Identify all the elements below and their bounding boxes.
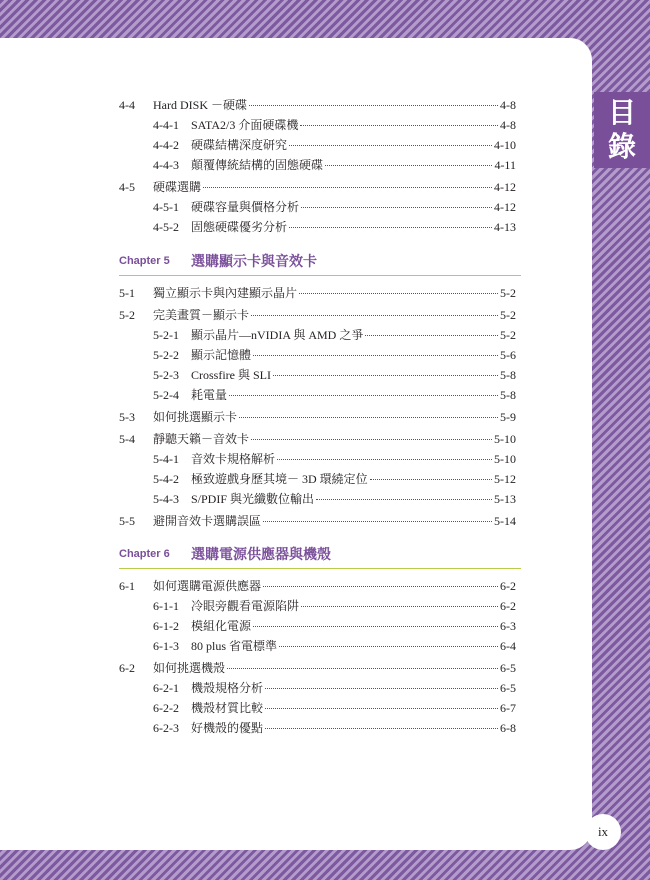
dot-leader — [301, 207, 492, 208]
toc-section-row[interactable] — [119, 660, 516, 676]
toc-entry-page: 5-2 — [500, 308, 516, 322]
toc-entry-title: 避開音效卡選購誤區 — [153, 514, 262, 528]
toc-entry-title: 顯示記憶體 — [191, 348, 252, 362]
side-tab-char: 錄 — [607, 130, 636, 163]
toc-subsection-row[interactable] — [153, 347, 516, 363]
toc-entry-page: 5-12 — [494, 472, 516, 486]
toc-entry-title: 硬碟選購 — [153, 180, 202, 194]
toc-section-row[interactable] — [119, 578, 516, 594]
dot-leader — [301, 606, 498, 607]
toc-entry-number: 6-1-3 — [153, 639, 179, 653]
toc-entry-number: 6-2 — [119, 661, 135, 675]
toc-entry-page: 4-13 — [494, 220, 516, 234]
toc-entry-page: 6-5 — [500, 681, 516, 695]
toc-entry-title: 機殼材質比較 — [191, 701, 264, 715]
toc-subsection-row[interactable] — [153, 598, 516, 614]
toc-entry-page: 6-2 — [500, 579, 516, 593]
toc-entry-number: 5-4 — [119, 432, 135, 446]
toc-entry-number: 6-1-2 — [153, 619, 179, 633]
toc-entry-title: 極致遊戲身歷其境－ 3D 環繞定位 — [191, 472, 368, 486]
toc-entry-number: 4-5-1 — [153, 200, 179, 214]
toc-entry-number: 5-2-1 — [153, 328, 179, 342]
dot-leader — [227, 668, 498, 669]
toc-entry-page: 5-2 — [500, 286, 516, 300]
dot-leader — [365, 335, 498, 336]
toc-entry-title: 80 plus 省電標準 — [191, 639, 278, 653]
toc-entry-title: 靜聽天籟－音效卡 — [153, 432, 250, 446]
dot-leader — [263, 521, 492, 522]
toc-entry-page: 5-9 — [500, 410, 516, 424]
toc-entry-page: 4-8 — [500, 98, 516, 112]
toc-entry-page: 4-8 — [500, 118, 516, 132]
toc-entry-page: 6-4 — [500, 639, 516, 653]
toc-entry-number: 6-2-3 — [153, 721, 179, 735]
dot-leader — [263, 586, 498, 587]
toc-entry-title: 如何挑選機殼 — [153, 661, 226, 675]
toc-subsection-row[interactable] — [153, 720, 516, 736]
toc-entry-number: 5-3 — [119, 410, 135, 424]
toc-entry-title: 獨立顯示卡與內建顯示晶片 — [153, 286, 298, 300]
toc-side-tab — [594, 92, 650, 168]
toc-entry-number: 4-5-2 — [153, 220, 179, 234]
dot-leader — [299, 293, 498, 294]
toc-section-row[interactable] — [119, 409, 516, 425]
toc-subsection-row[interactable] — [153, 117, 516, 133]
toc-subsection-row[interactable] — [153, 618, 516, 634]
page-number: ix — [585, 814, 621, 850]
dot-leader — [325, 165, 492, 166]
toc-section-row[interactable] — [119, 179, 516, 195]
chapter-label: Chapter 6 — [119, 548, 170, 560]
toc-entry-page: 4-12 — [494, 180, 516, 194]
toc-section-row[interactable] — [119, 285, 516, 301]
toc-subsection-row[interactable] — [153, 680, 516, 696]
toc-subsection-row[interactable] — [153, 157, 516, 173]
dot-leader — [229, 395, 498, 396]
toc-entry-title: 如何選購電源供應器 — [153, 579, 262, 593]
page-sheet — [0, 38, 592, 850]
toc-entry-page: 5-2 — [500, 328, 516, 342]
toc-entry-title: 硬碟容量與價格分析 — [191, 200, 300, 214]
toc-entry-number: 5-4-2 — [153, 472, 179, 486]
toc-entry-number: 4-5 — [119, 180, 135, 194]
toc-entry-page: 4-10 — [494, 138, 516, 152]
dot-leader — [239, 417, 498, 418]
toc-entry-title: SATA2/3 介面硬碟機 — [191, 118, 299, 132]
toc-entry-title: 音效卡規格解析 — [191, 452, 276, 466]
toc-entry-number: 6-2-2 — [153, 701, 179, 715]
toc-entry-number: 5-1 — [119, 286, 135, 300]
dot-leader — [289, 227, 492, 228]
dot-leader — [265, 708, 498, 709]
toc-entry-title: 如何挑選顯示卡 — [153, 410, 238, 424]
dot-leader — [251, 439, 492, 440]
toc-entry-title: 硬碟結構深度研究 — [191, 138, 288, 152]
toc-entry-title: 完美畫質－顯示卡 — [153, 308, 250, 322]
toc-entry-number: 6-1 — [119, 579, 135, 593]
toc-subsection-row[interactable] — [153, 367, 516, 383]
toc-entry-title: 顛覆傳統結構的固態硬碟 — [191, 158, 324, 172]
toc-entry-page: 5-8 — [500, 368, 516, 382]
toc-entry-number: 4-4-2 — [153, 138, 179, 152]
toc-section-row[interactable] — [119, 307, 516, 323]
toc-entry-number: 5-5 — [119, 514, 135, 528]
chapter-title: 選購電源供應器與機殼 — [191, 547, 331, 563]
toc-entry-page: 4-11 — [494, 158, 516, 172]
toc-section-row[interactable] — [119, 431, 516, 447]
toc-entry-number: 6-2-1 — [153, 681, 179, 695]
toc-entry-title: 好機殼的優點 — [191, 721, 264, 735]
dot-leader — [273, 375, 498, 376]
toc-entry-number: 5-4-3 — [153, 492, 179, 506]
toc-subsection-row[interactable] — [153, 471, 516, 487]
toc-entry-number: 5-2-2 — [153, 348, 179, 362]
toc-entry-title: 固態硬碟優劣分析 — [191, 220, 288, 234]
dot-leader — [289, 145, 492, 146]
toc-entry-title: 模組化電源 — [191, 619, 252, 633]
toc-entry-title: Crossfire 與 SLI — [191, 368, 271, 382]
dot-leader — [253, 355, 498, 356]
toc-subsection-row[interactable] — [153, 327, 516, 343]
toc-entry-page: 5-14 — [494, 514, 516, 528]
toc-entry-title: 冷眼旁觀看電源陷阱 — [191, 599, 300, 613]
table-of-contents — [0, 38, 592, 850]
toc-entry-number: 5-2-4 — [153, 388, 179, 402]
toc-entry-title: 機殼規格分析 — [191, 681, 264, 695]
toc-entry-number: 6-1-1 — [153, 599, 179, 613]
toc-entry-page: 6-7 — [500, 701, 516, 715]
side-tab-char: 目 — [607, 96, 636, 129]
toc-entry-number: 4-4-3 — [153, 158, 179, 172]
dot-leader — [251, 315, 498, 316]
toc-entry-title: Hard DISK －硬碟 — [153, 98, 247, 112]
dot-leader — [249, 105, 498, 106]
toc-entry-page: 6-3 — [500, 619, 516, 633]
chapter-label: Chapter 5 — [119, 255, 170, 267]
toc-entry-page: 5-10 — [494, 452, 516, 466]
toc-subsection-row[interactable] — [153, 137, 516, 153]
toc-entry-title: 顯示晶片—nVIDIA 與 AMD 之爭 — [191, 328, 364, 342]
dot-leader — [300, 125, 498, 126]
dot-leader — [253, 626, 498, 627]
toc-entry-number: 5-2-3 — [153, 368, 179, 382]
chapter-title: 選購顯示卡與音效卡 — [191, 254, 317, 270]
toc-subsection-row[interactable] — [153, 199, 516, 215]
toc-entry-page: 5-8 — [500, 388, 516, 402]
dot-leader — [265, 728, 498, 729]
toc-subsection-row[interactable] — [153, 387, 516, 403]
toc-entry-page: 5-10 — [494, 432, 516, 446]
dot-leader — [203, 187, 492, 188]
chapter-heading[interactable] — [119, 542, 521, 569]
toc-section-row[interactable] — [119, 513, 516, 529]
toc-entry-page: 6-2 — [500, 599, 516, 613]
toc-entry-page: 5-13 — [494, 492, 516, 506]
toc-entry-number: 4-4 — [119, 98, 135, 112]
toc-entry-page: 6-5 — [500, 661, 516, 675]
toc-entry-page: 5-6 — [500, 348, 516, 362]
toc-subsection-row[interactable] — [153, 700, 516, 716]
toc-entry-title: 耗電量 — [191, 388, 228, 402]
toc-entry-number: 5-2 — [119, 308, 135, 322]
toc-subsection-row[interactable] — [153, 219, 516, 235]
dot-leader — [277, 459, 492, 460]
toc-entry-page: 6-8 — [500, 721, 516, 735]
toc-entry-title: S/PDIF 與光纖數位輸出 — [191, 492, 315, 506]
dot-leader — [370, 479, 492, 480]
toc-section-row[interactable] — [119, 97, 516, 113]
toc-subsection-row[interactable] — [153, 451, 516, 467]
toc-entry-number: 5-4-1 — [153, 452, 179, 466]
dot-leader — [265, 688, 498, 689]
toc-subsection-row[interactable] — [153, 638, 516, 654]
dot-leader — [279, 646, 498, 647]
chapter-heading[interactable] — [119, 249, 521, 276]
toc-entry-number: 4-4-1 — [153, 118, 179, 132]
toc-subsection-row[interactable] — [153, 491, 516, 507]
dot-leader — [316, 499, 492, 500]
toc-entry-page: 4-12 — [494, 200, 516, 214]
